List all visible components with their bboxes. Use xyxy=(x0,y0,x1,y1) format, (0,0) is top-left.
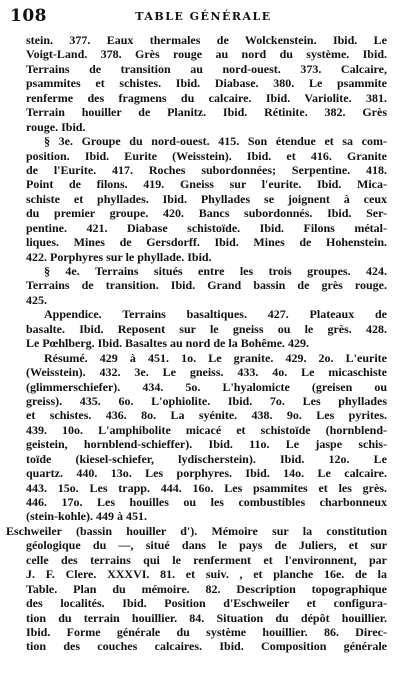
text-line: Voigt-Land. 378. Grès rouge au nord du système. Ibid. xyxy=(26,47,387,62)
running-head: TABLE GÉNÉRALE xyxy=(135,10,272,23)
text-line: basalte. Ibid. Reposent sur le gneiss ou le grès. 428. xyxy=(26,321,387,336)
text-line: Terrain houiller de Planitz. Ibid. Rétinite. 382. Grès xyxy=(26,105,387,120)
section-heading-line: Résumé. 429 à 451. 1o. Le granite. 429. 2o. L'eurite xyxy=(44,350,387,365)
page-number: 108 xyxy=(10,6,47,26)
text-line: des localités. Ibid. Position d'Eschweiler et configura- xyxy=(26,596,387,611)
text-line: 443. 15o. Les trapp. 444. 16o. Les psammites et les grès. xyxy=(26,480,387,495)
section-heading-line: § 4e. Terrains situés entre les trois groupes. 424. xyxy=(44,264,387,278)
text-line: (glimmerschiefer). 434. 5o. L'hyalomicte (greisen ou xyxy=(26,379,387,394)
text-line: Terrains de transition. Ibid. Grand bassin de grès rouge. xyxy=(26,278,387,293)
text-line: Table. Plan du mémoire. 82. Description topographique xyxy=(26,581,387,596)
text-line: celle des terrains qui le renferment et l'environnent, par xyxy=(26,552,387,567)
text-line: psammites et schistes. Ibid. Diabase. 380. Le psammite xyxy=(26,76,387,91)
text-line: position. Ibid. Eurite (Weisstein). Ibid. et 416. Granite xyxy=(26,148,387,163)
text-line: (Weisstein). 432. 3e. Le gneiss. 433. 4o. Le micaschiste xyxy=(26,365,387,380)
index-text xyxy=(6,33,387,654)
text-line: et schistes. 436. 8o. La syénite. 438. 9o. Les pyrites. xyxy=(26,408,387,423)
text-line: 446. 17o. Les houilles ou les combustibles charbonneux xyxy=(26,495,387,509)
text-line: pentine. 421. Diabase schistoïde. Ibid. Filons métal- xyxy=(26,220,387,235)
text-line: liques. Mines de Gersdorff. Ibid. Mines de Hohenstein. xyxy=(26,235,387,250)
text-line: toïde (kiesel-schiefer, lydischerstein). Ibid. 12o. Le xyxy=(26,451,387,466)
text-line: rouge. Ibid. xyxy=(26,119,86,134)
index-entry-heading-line: Eschweiler (bassin houiller d'). Mémoire sur la constitution xyxy=(6,523,387,538)
page-header xyxy=(10,6,397,28)
text-line: 422. Porphyres sur le phyllade. Ibid. xyxy=(26,249,212,264)
text-line: du premier groupe. 420. Bancs subordonnés. Ibid. Ser- xyxy=(26,206,387,221)
text-line: stein. 377. Eaux thermales de Wolckenstein. Ibid. Le xyxy=(26,33,387,47)
text-line: Point de filons. 419. Gneiss sur l'eurite. Ibid. Mica- xyxy=(26,177,387,192)
text-line: J. F. Clere. XXXVI. 81. et suiv. , et planche 16e. de la xyxy=(26,567,387,582)
section-heading-line: Appendice. Terrains basaltiques. 427. Plateaux de xyxy=(44,307,387,322)
text-line: (stein-kohle). 449 à 451. xyxy=(26,509,147,524)
text-line: de l'Eurite. 417. Roches subordonnées; Serpentine. 418. xyxy=(26,162,387,177)
text-line: 439. 10o. L'amphibolite micacé et schistoïde (hornblend- xyxy=(26,422,387,437)
text-line: tion des couches calcaires. Ibid. Composition générale xyxy=(26,639,387,654)
section-heading-line: § 3e. Groupe du nord-ouest. 415. Son étendue et sa com- xyxy=(44,134,387,149)
text-line: Le Pœhlberg. Ibid. Basaltes au nord de la Bohême. 429. xyxy=(26,336,310,351)
text-line: geistein, hornblend-schieffer). Ibid. 11o. Le jaspe schis- xyxy=(26,437,387,452)
text-line: renferme des fragmens du calcaire. Ibid. Variolite. 381. xyxy=(26,90,387,105)
text-line: géologique du —, situé dans le pays de Juliers, et sur xyxy=(26,538,387,553)
text-line: tion du terrain houillier. 84. Situation du dépôt houillier. xyxy=(26,610,387,625)
text-line: Ibid. Forme générale du système houillier. 86. Direc- xyxy=(26,624,387,639)
text-line: greiss). 435. 6o. L'ophiolite. Ibid. 7o. Les phyllades xyxy=(26,393,387,408)
text-line: quartz. 440. 13o. Les porphyres. Ibid. 14o. Le calcaire. xyxy=(26,466,387,481)
text-line: schiste et phyllades. Ibid. Phyllades se joignent à ceux xyxy=(26,191,387,206)
text-line: Terrains de transition au nord-ouest. 373. Calcaire, xyxy=(26,61,387,76)
text-line: 425. xyxy=(26,292,47,307)
